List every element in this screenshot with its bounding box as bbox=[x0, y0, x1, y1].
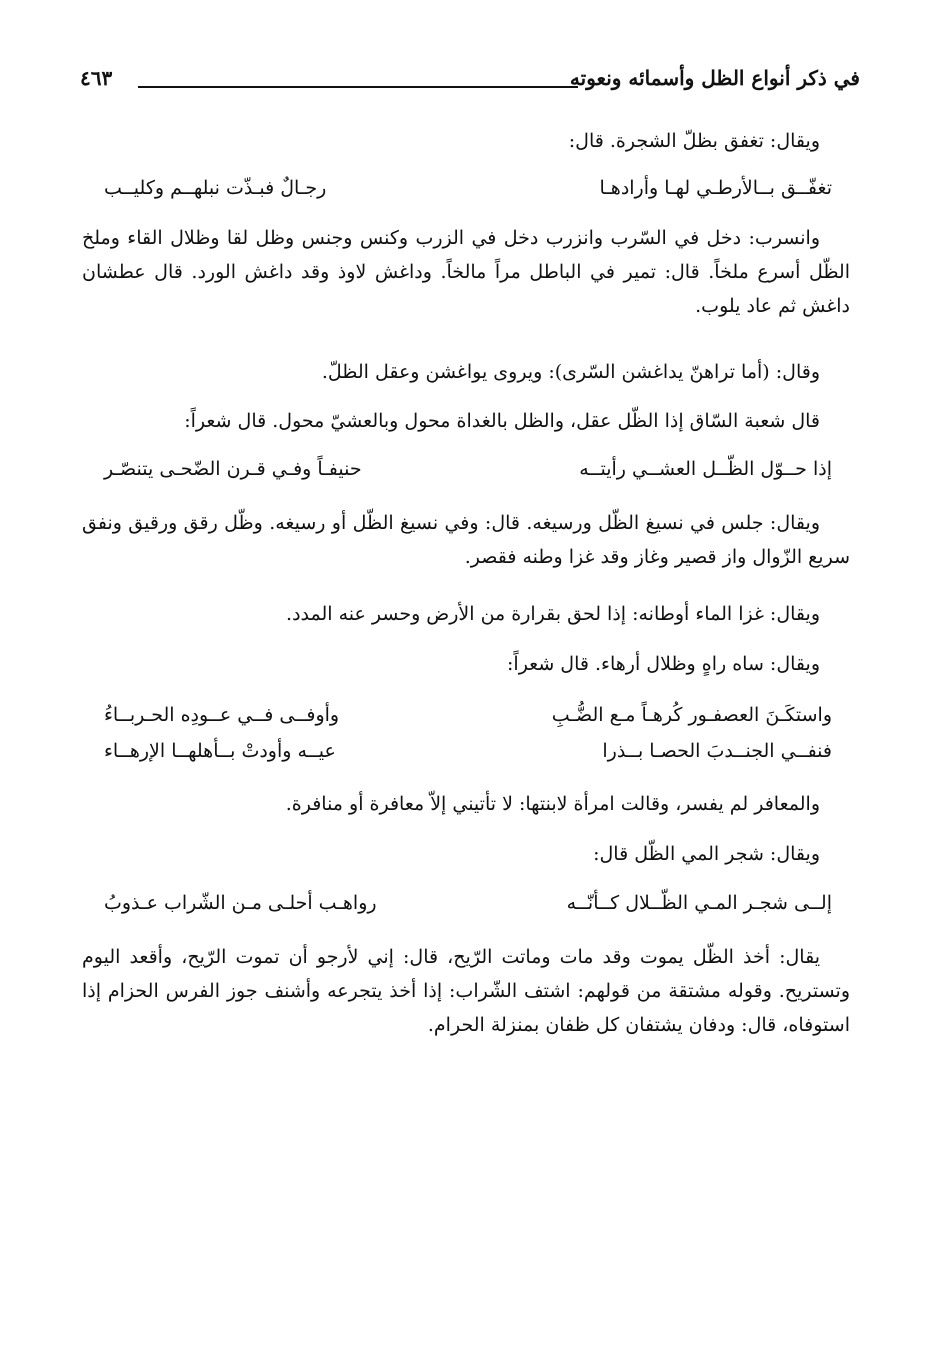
verse-1-second-hemistich: رجـالٌ فبـذّت نبلهــم وكليــب bbox=[104, 177, 327, 199]
running-header bbox=[80, 60, 860, 100]
verse-4 bbox=[104, 733, 832, 769]
verse-5-second-hemistich: رواهـب أحلـى مـن الشّراب عـذوبُ bbox=[104, 892, 377, 914]
verse-3 bbox=[104, 697, 832, 733]
paragraph-4: قال شعبة السّاق إذا الظّل عقل، والظل بالغداة محول وبالعشيّ محول. قال شعراً: bbox=[184, 410, 820, 432]
verse-2 bbox=[104, 451, 832, 487]
verse-5 bbox=[104, 885, 832, 921]
paragraph-2: وانسرب: دخل في السّرب وانزرب دخل في الزرب وكنس وجنس وظل لقا وظلال القاء وملخ الظّل أسرع ملخاً. قال: تمير في الباطل مراً مالخاً. وداغش لاوذ وقد داغش الورد. قال عطشان داغش ثم عاد يلوب. bbox=[82, 227, 850, 317]
paragraph-6: ويقال: غزا الماء أوطانه: إذا لحق بقرارة من الأرض وحسر عنه المدد. bbox=[286, 603, 820, 625]
verse-1 bbox=[104, 170, 832, 206]
verse-4-second-hemistich: عيــه وأودتْ بــأهلهــا الإرهــاء bbox=[104, 740, 336, 762]
paragraph-8: والمعافر لم يفسر، وقالت امرأة لابنتها: لا تأتيني إلاّ معافرة أو منافرة. bbox=[285, 793, 820, 815]
verse-2-second-hemistich: حنيفـاً وفـي قـرن الضّحـى يتنصّـر bbox=[104, 458, 362, 480]
verse-4-first-hemistich: فنفــي الجنــدبَ الحصـا بــذرا bbox=[602, 740, 832, 762]
paragraph-7: ويقال: ساه راهٍ وظلال أرهاء. قال شعراً: bbox=[507, 653, 820, 675]
verse-3-second-hemistich: وأوفــى فــي عــودِه الحـربــاءُ bbox=[104, 704, 340, 726]
verse-5-first-hemistich: إلــى شجـر المـي الظّــلال كــأنّــه bbox=[566, 892, 832, 914]
paragraph-1: ويقال: تغفق بظلّ الشجرة. قال: bbox=[568, 130, 820, 152]
paragraph-9: ويقال: شجر المي الظّل قال: bbox=[593, 843, 820, 865]
verse-2-first-hemistich: إذا حــوّل الظّــل العشــي رأيتــه bbox=[579, 458, 832, 480]
paragraph-5: ويقال: جلس في نسيغ الظّل ورسيغه. قال: وفي نسيغ الظّل أو رسيغه. وظّل رقق ورقيق ونفق سريع الزّوال واز قصير وغاز وقد غزا وطنه فقصر. bbox=[82, 512, 850, 568]
running-title: في ذكر أنواع الظل وأسمائه ونعوته bbox=[569, 66, 860, 90]
verse-1-first-hemistich: تغفّــق بــالأرطـي لهـا وأرادهـا bbox=[599, 177, 832, 199]
paragraph-10: يقال: أخذ الظّل يموت وقد مات وماتت الرّيح، قال: إني لأرجو أن تموت الرّيح، وأقعد اليوم وتستريح. وقوله مشتقة من قولهم: اشتف الشّراب: إذا أخذ يتجرعه وأشنف جوز الفرس الحزام إذا استوفاه، قال: ودفان يشتفان كل ظفان بمنزلة الحرام. bbox=[82, 946, 850, 1036]
paragraph-3: وقال: (أما تراهنّ يداغشن السّرى): ويروى يواغشن وعقل الظلّ. bbox=[321, 361, 820, 383]
verse-3-first-hemistich: واستكَـنَ العصفـور كُرهـاً مـع الضُّـبِ bbox=[551, 704, 832, 726]
header-rule bbox=[138, 86, 578, 88]
page-number: ٤٦٣ bbox=[80, 66, 113, 90]
